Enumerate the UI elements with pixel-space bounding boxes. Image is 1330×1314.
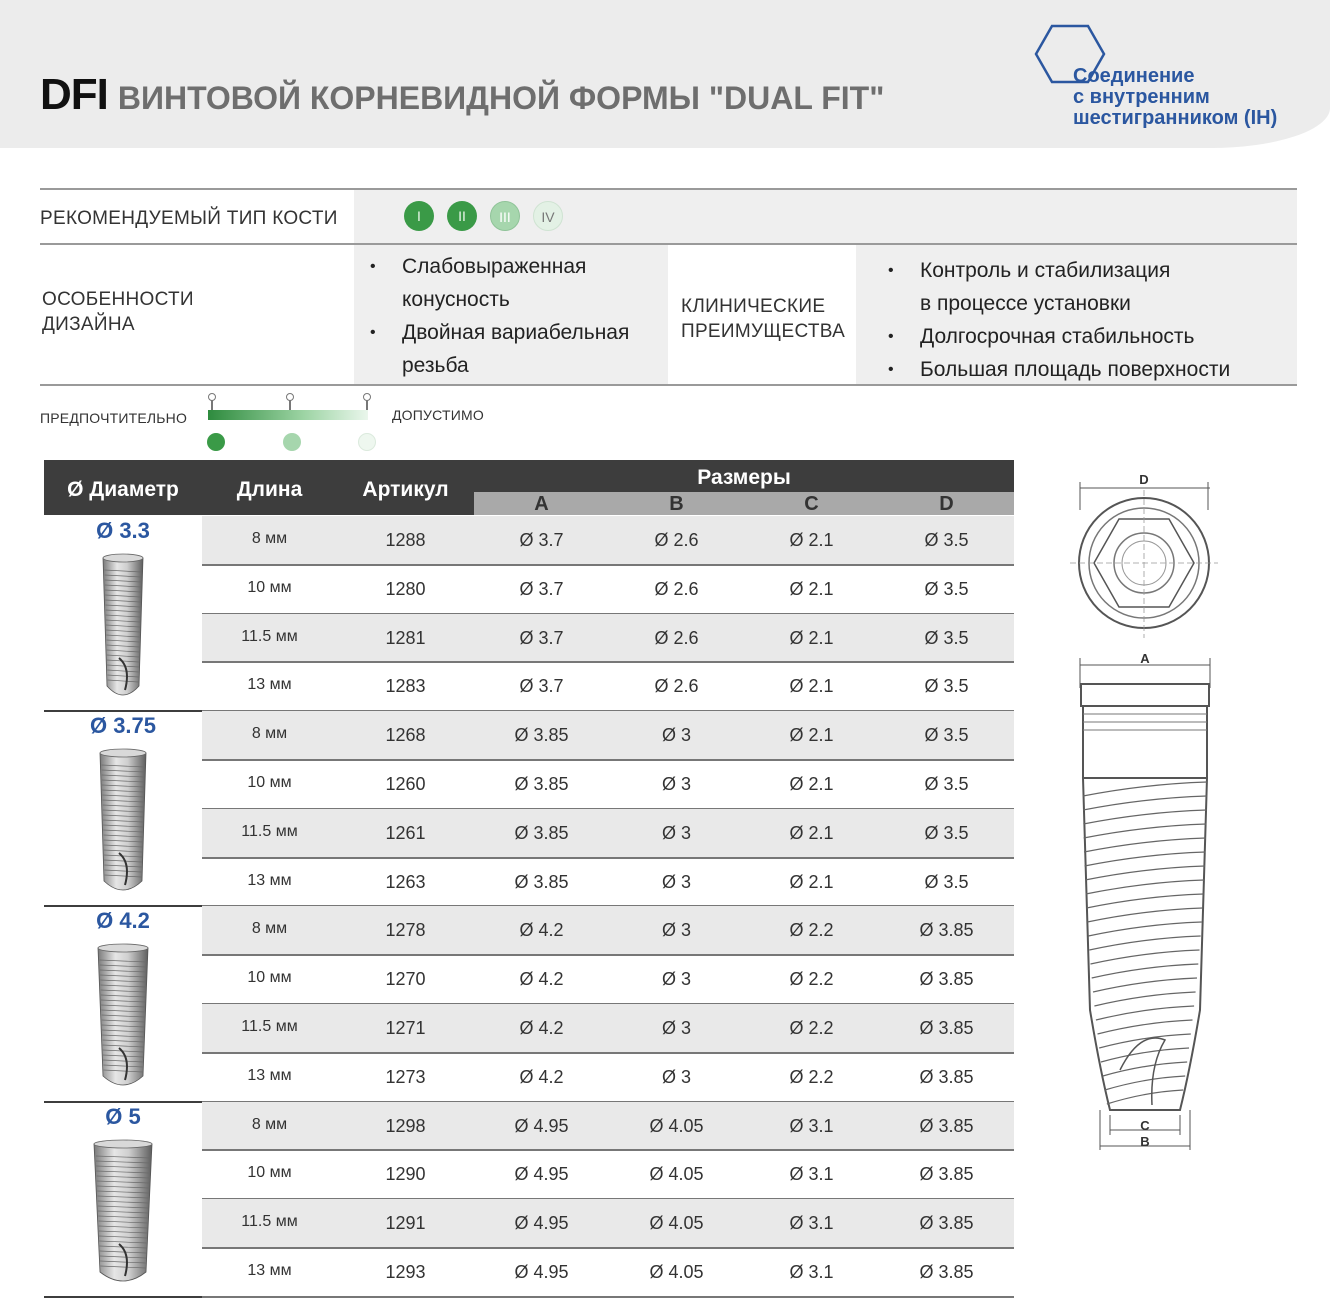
product-name: ВИНТОВОЙ КОРНЕВИДНОЙ ФОРМЫ "DUAL FIT" <box>117 80 885 116</box>
design-label <box>42 287 194 337</box>
group-divider <box>44 905 202 907</box>
cell-c: Ø 2.1 <box>789 725 834 746</box>
cell-length: 13 мм <box>247 871 292 889</box>
group-divider <box>44 710 202 712</box>
cell-c: Ø 2.1 <box>789 676 834 697</box>
legend-pin-head <box>208 393 216 401</box>
implant-image <box>83 1134 163 1294</box>
cell-a: Ø 3.85 <box>514 774 569 794</box>
cell-c: Ø 2.2 <box>789 969 834 990</box>
cell-d: Ø 3.5 <box>924 627 969 648</box>
cell-length: 11.5 мм <box>241 1018 298 1035</box>
cell-a: Ø 4.2 <box>519 920 564 941</box>
clinical-label-line: КЛИНИЧЕСКИЕ <box>681 296 826 317</box>
design-label-line: ДИЗАЙНА <box>42 314 135 335</box>
feature-text: резьба <box>402 354 469 377</box>
feature-text: Слабовыраженная <box>402 255 587 278</box>
cell-c: Ø 2.1 <box>789 871 834 892</box>
cell-c: Ø 3.1 <box>789 1164 834 1185</box>
cell-length: 8 мм <box>251 920 288 938</box>
group-divider <box>44 1101 202 1103</box>
connection-line: Соединение <box>1073 65 1195 87</box>
diameter-group-label: Ø 3.75 <box>89 713 157 739</box>
bone-type-badge: IV <box>533 201 563 231</box>
list-item <box>354 316 668 382</box>
cell-d: Ø 3.85 <box>919 1018 974 1038</box>
row-divider <box>202 1296 1014 1298</box>
cell-b: Ø 3 <box>661 1018 691 1038</box>
cell-a: Ø 4.2 <box>519 1066 564 1087</box>
cell-b: Ø 3 <box>661 871 691 892</box>
cell-b: Ø 2.6 <box>654 530 699 550</box>
legend-acceptable: ДОПУСТИМО <box>392 407 484 423</box>
cell-article: 1278 <box>385 920 426 941</box>
cell-c: Ø 3.1 <box>789 1213 834 1234</box>
cell-length: 10 мм <box>247 1164 292 1182</box>
cell-b: Ø 3 <box>661 969 691 990</box>
divider <box>40 243 1297 245</box>
bone-type-label: РЕКОМЕНДУЕМЫЙ ТИП КОСТИ <box>40 208 338 229</box>
legend-dot-middle <box>283 433 301 451</box>
cell-article: 1268 <box>385 725 426 746</box>
list-item <box>872 353 1292 386</box>
cell-article: 1281 <box>385 627 426 648</box>
implant-image <box>83 743 163 903</box>
connection-line: с внутренним <box>1073 86 1210 108</box>
cell-d: Ø 3.85 <box>919 1213 974 1234</box>
col-header-sizes: Размеры <box>697 466 791 489</box>
connection-type <box>1073 66 1323 129</box>
cell-a: Ø 4.95 <box>514 1164 569 1185</box>
col-header-d: D <box>939 493 954 515</box>
cell-a: Ø 4.2 <box>519 969 564 990</box>
cell-length: 8 мм <box>251 530 288 547</box>
cell-d: Ø 3.5 <box>924 774 969 794</box>
cell-d: Ø 3.85 <box>919 920 974 941</box>
cell-a: Ø 3.85 <box>514 871 569 892</box>
feature-text: конусность <box>402 288 510 311</box>
col-header-a: A <box>534 493 549 515</box>
diameter-group-label: Ø 5 <box>105 1103 141 1129</box>
cell-d: Ø 3.5 <box>924 530 969 550</box>
diameter-group-label: Ø 3.3 <box>96 518 150 543</box>
cell-c: Ø 2.2 <box>789 1066 834 1087</box>
cell-article: 1288 <box>385 530 426 550</box>
cell-article: 1270 <box>385 969 426 990</box>
page-title <box>40 70 884 120</box>
cell-b: Ø 3 <box>661 725 691 746</box>
cell-d: Ø 3.85 <box>919 1115 974 1136</box>
clinical-benefits <box>872 254 1292 386</box>
cell-article: 1298 <box>385 1115 426 1136</box>
cell-b: Ø 2.6 <box>654 578 699 599</box>
cell-c: Ø 2.2 <box>789 920 834 941</box>
benefit-text: Долгосрочная стабильность <box>920 325 1195 348</box>
legend-gradient-bar <box>208 410 368 420</box>
cell-c: Ø 2.1 <box>789 578 834 599</box>
group-divider <box>44 1296 202 1298</box>
legend-dot-preferred <box>207 433 225 451</box>
cell-article: 1263 <box>385 871 426 892</box>
cell-a: Ø 4.2 <box>519 1018 564 1038</box>
cell-length: 10 мм <box>247 578 292 596</box>
feature-text: Двойная вариабельная <box>402 321 630 344</box>
legend-pin <box>366 400 368 410</box>
cell-c: Ø 2.1 <box>789 774 834 794</box>
cell-d: Ø 3.85 <box>919 1262 974 1282</box>
cell-a: Ø 4.95 <box>514 1213 569 1234</box>
cell-b: Ø 2.6 <box>654 627 699 648</box>
dim-label-c: C <box>1140 1118 1150 1133</box>
cell-d: Ø 3.5 <box>924 578 969 599</box>
cell-article: 1260 <box>385 774 426 794</box>
cell-a: Ø 4.95 <box>514 1262 569 1282</box>
cell-b: Ø 3 <box>661 1066 691 1087</box>
product-code: DFI <box>40 70 108 119</box>
bone-type-badge: II <box>447 201 477 231</box>
dim-label-b: B <box>1140 1134 1150 1149</box>
cell-b: Ø 4.05 <box>649 1213 704 1234</box>
cell-length: 8 мм <box>251 725 288 743</box>
cell-article: 1290 <box>385 1164 426 1185</box>
cell-c: Ø 2.1 <box>789 822 834 843</box>
col-header-article: Артикул <box>362 478 449 501</box>
cell-a: Ø 3.7 <box>519 627 564 648</box>
cell-c: Ø 2.1 <box>789 627 834 648</box>
benefit-text: Контроль и стабилизация <box>920 259 1171 282</box>
cell-length: 11.5 мм <box>241 1213 298 1231</box>
cell-b: Ø 2.6 <box>654 676 699 697</box>
implant-image <box>83 548 163 708</box>
bone-type-badge: I <box>404 201 434 231</box>
diameter-group-label: Ø 4.2 <box>96 908 150 934</box>
clinical-label-line: ПРЕИМУЩЕСТВА <box>681 321 846 342</box>
col-header-c: C <box>804 493 819 515</box>
clinical-label <box>681 294 845 344</box>
col-header-b: B <box>669 493 684 515</box>
list-item <box>872 254 1292 320</box>
cell-d: Ø 3.85 <box>919 1164 974 1185</box>
dim-label-a: A <box>1140 651 1150 666</box>
cell-d: Ø 3.5 <box>924 871 969 892</box>
cell-b: Ø 3 <box>661 774 691 794</box>
bone-type-badge: III <box>490 201 520 231</box>
cell-a: Ø 4.95 <box>514 1115 569 1136</box>
cell-d: Ø 3.85 <box>919 1066 974 1087</box>
cell-d: Ø 3.5 <box>924 822 969 843</box>
cell-article: 1283 <box>385 676 426 697</box>
cell-length: 8 мм <box>251 1115 288 1133</box>
legend-preferred: ПРЕДПОЧТИТЕЛЬНО <box>40 410 188 426</box>
cell-b: Ø 4.05 <box>649 1115 704 1136</box>
cell-length: 10 мм <box>247 774 292 791</box>
legend-pin <box>289 400 291 410</box>
cell-a: Ø 3.85 <box>514 725 569 746</box>
cell-b: Ø 3 <box>661 822 691 843</box>
cell-length: 11.5 мм <box>241 627 298 645</box>
cell-b: Ø 4.05 <box>649 1262 704 1282</box>
legend-pin-head <box>363 393 371 401</box>
cell-a: Ø 3.7 <box>519 578 564 599</box>
legend-pin <box>211 400 213 410</box>
cell-length: 11.5 мм <box>241 822 298 840</box>
col-header-length: Длина <box>236 478 303 501</box>
implant-image <box>83 938 163 1098</box>
legend-pin-head <box>286 393 294 401</box>
cell-c: Ø 2.1 <box>789 530 834 550</box>
cell-d: Ø 3.85 <box>919 969 974 990</box>
cell-length: 13 мм <box>247 1262 292 1279</box>
benefit-text: в процессе установки <box>920 292 1131 315</box>
cell-d: Ø 3.5 <box>924 725 969 746</box>
cell-length: 13 мм <box>247 676 292 694</box>
cell-c: Ø 3.1 <box>789 1115 834 1136</box>
design-label-line: ОСОБЕННОСТИ <box>42 289 194 310</box>
benefit-text: Большая площадь поверхности <box>920 358 1231 381</box>
cell-c: Ø 2.2 <box>789 1018 834 1038</box>
cell-article: 1271 <box>385 1018 426 1038</box>
dim-label-d: D <box>1139 472 1149 487</box>
cell-article: 1291 <box>385 1213 426 1234</box>
implant-technical-drawing <box>1060 470 1300 1190</box>
cell-article: 1293 <box>385 1262 426 1282</box>
list-item <box>354 250 668 316</box>
cell-article: 1261 <box>385 822 426 843</box>
divider <box>40 188 1297 190</box>
col-header-diameter: Ø Диаметр <box>67 478 179 501</box>
cell-b: Ø 4.05 <box>649 1164 704 1185</box>
cell-c: Ø 3.1 <box>789 1262 834 1282</box>
cell-d: Ø 3.5 <box>924 676 969 697</box>
legend-dot-acceptable <box>358 433 376 451</box>
cell-article: 1280 <box>385 578 426 599</box>
cell-a: Ø 3.85 <box>514 822 569 843</box>
design-features <box>354 250 668 382</box>
cell-a: Ø 3.7 <box>519 676 564 697</box>
cell-length: 10 мм <box>247 969 292 987</box>
cell-article: 1273 <box>385 1066 426 1087</box>
cell-b: Ø 3 <box>661 920 691 941</box>
list-item <box>872 320 1292 353</box>
sizes-subheader <box>474 492 1014 515</box>
cell-a: Ø 3.7 <box>519 530 564 550</box>
connection-line: шестигранником (IH) <box>1073 107 1278 129</box>
cell-length: 13 мм <box>247 1066 292 1084</box>
